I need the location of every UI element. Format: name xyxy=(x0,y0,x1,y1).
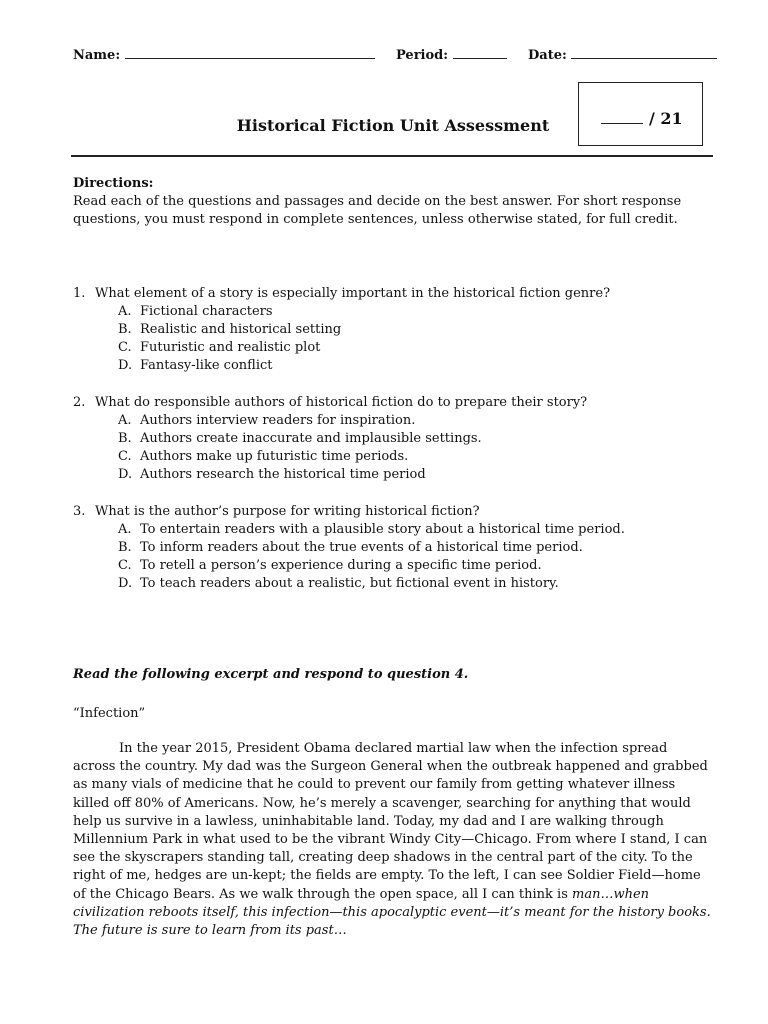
question-number: 2. xyxy=(73,395,86,410)
date-blank[interactable] xyxy=(571,46,717,59)
option-letter: A. xyxy=(118,304,132,319)
option-text: Fictional characters xyxy=(140,304,273,319)
option-3a[interactable] xyxy=(118,522,625,537)
option-letter: B. xyxy=(118,540,132,555)
option-1c[interactable] xyxy=(118,340,320,355)
option-letter: B. xyxy=(118,431,132,446)
option-letter: C. xyxy=(118,449,132,464)
option-text: Authors make up futuristic time periods. xyxy=(140,449,409,464)
option-2d[interactable] xyxy=(118,467,426,482)
question-2 xyxy=(73,395,587,410)
question-number: 1. xyxy=(73,286,86,301)
option-3c[interactable] xyxy=(118,558,542,573)
passage-title: “Infection” xyxy=(73,706,146,721)
passage-thought: man…when civilization reboots itself, this infection—this apocalyptic event—it’s meant for the history books. The future is sure to learn from its past… xyxy=(73,886,711,939)
page-title: Historical Fiction Unit Assessment xyxy=(236,116,550,135)
option-letter: D. xyxy=(118,467,133,482)
option-letter: C. xyxy=(118,340,132,355)
question-text: What element of a story is especially important in the historical fiction genre? xyxy=(95,286,611,301)
option-letter: B. xyxy=(118,322,132,337)
period-label: Period: xyxy=(396,48,449,63)
name-label: Name: xyxy=(73,48,121,63)
option-text: To teach readers about a realistic, but fictional event in history. xyxy=(140,576,559,591)
option-3b[interactable] xyxy=(118,540,583,555)
option-letter: A. xyxy=(118,522,132,537)
score-total: / 21 xyxy=(649,109,683,128)
date-field[interactable] xyxy=(528,46,717,63)
option-text: To retell a person’s experience during a specific time period. xyxy=(140,558,542,573)
option-text: Futuristic and realistic plot xyxy=(140,340,321,355)
option-1d[interactable] xyxy=(118,358,272,373)
period-blank[interactable] xyxy=(453,46,507,59)
option-1b[interactable] xyxy=(118,322,341,337)
option-2b[interactable] xyxy=(118,431,482,446)
date-label: Date: xyxy=(528,48,567,63)
option-text: Authors research the historical time period xyxy=(140,467,426,482)
option-2a[interactable] xyxy=(118,413,415,428)
option-text: Authors interview readers for inspiration. xyxy=(140,413,416,428)
question-3 xyxy=(73,504,480,519)
option-text: To inform readers about the true events of a historical time period. xyxy=(140,540,583,555)
option-1a[interactable] xyxy=(118,304,273,319)
option-text: To entertain readers with a plausible story about a historical time period. xyxy=(140,522,625,537)
option-letter: D. xyxy=(118,358,133,373)
question-1 xyxy=(73,286,610,301)
name-blank[interactable] xyxy=(125,46,375,59)
title-rule xyxy=(71,155,713,157)
option-2c[interactable] xyxy=(118,449,408,464)
period-field[interactable] xyxy=(396,46,507,63)
option-letter: C. xyxy=(118,558,132,573)
option-letter: A. xyxy=(118,413,132,428)
option-text: Authors create inaccurate and implausible settings. xyxy=(140,431,482,446)
passage-text: In the year 2015, President Obama declared martial law when the infection spread across the country. My dad was the Surgeon General when the outbreak happened and grabbed as many vials of medicine that he could to prevent our family from getting whatever illness killed off 80% of Americans. Now, he’s merely a scavenger, searching for anything that would help us survive in a lawless, uninhabitable land. Today, my dad and I are walking through Millennium Park in what used to be the vibrant Windy City—Chicago. From where I stand, I can see the skyscrapers standing tall, creating deep shadows in the central part of the city. To the right of me, hedges are un-kept; the fields are empty. To the left, I can see Soldier Field—home of the Chicago Bears. As we walk through the open space, all I can think is xyxy=(73,741,708,902)
directions-text: Read each of the questions and passages and decide on the best answer. For short response questions, you must respond in complete sentences, unless otherwise stated, for full credit. xyxy=(73,194,682,227)
option-text: Fantasy-like conflict xyxy=(140,358,273,373)
score-box xyxy=(578,82,703,146)
name-field[interactable] xyxy=(73,46,375,63)
passage-body xyxy=(73,740,713,940)
question-number: 3. xyxy=(73,504,86,519)
option-text: Realistic and historical setting xyxy=(140,322,342,337)
question-text: What do responsible authors of historical fiction do to prepare their story? xyxy=(95,395,588,410)
passage-instruction: Read the following excerpt and respond to question 4. xyxy=(73,667,469,682)
question-text: What is the author’s purpose for writing historical fiction? xyxy=(95,504,480,519)
option-letter: D. xyxy=(118,576,133,591)
option-3d[interactable] xyxy=(118,576,559,591)
directions-heading: Directions: xyxy=(73,176,154,191)
